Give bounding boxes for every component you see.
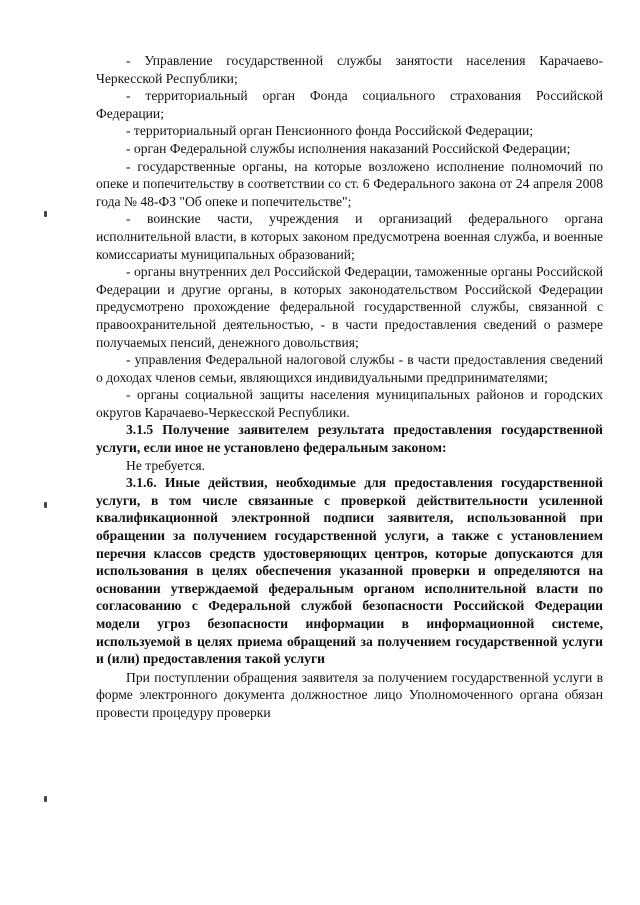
list-item: - органы социальной защиты населения муниципальных районов и городских округов Карачаево-Черкесской Республики. — [96, 387, 603, 420]
margin-mark — [44, 502, 47, 508]
list-item: - Управление государственной службы занятости населения Карачаево-Черкесской Республики; — [96, 53, 603, 86]
margin-mark — [44, 211, 47, 217]
list-item: - территориальный орган Пенсионного фонда Российской Федерации; — [126, 123, 534, 139]
list-item: - управления Федеральной налоговой службы - в части предоставления сведений о доходах членов семьи, являющихся индивидуальными предпринимателями; — [96, 352, 603, 385]
list-item: - орган Федеральной службы исполнения наказаний Российской Федерации; — [126, 140, 571, 156]
section-heading: 3.1.6. Иные действия, необходимые для предоставления государственной услуги, в том числе связанные с проверкой действительности усиленной квалификационной электронной подписи заявителя, использованной при обращении за получением государственной услуги, а также с установлением перечня классов средств удостоверяющих центров, которые допускаются для использования в целях обеспечения указанной проверки и определяются на основании утверждаемой федеральным органом исполнительной власти по согласованию с Федеральной службой безопасности Российской Федерации модели угроз безопасности информации в информационной системе, используемой в целях приема обращений за получением государственной услуги и (или) предоставления такой услуги — [96, 475, 603, 667]
list-item: - государственные органы, на которые возложено исполнение полномочий по опеке и попечительству в соответствии со ст. 6 Федерального закона от 24 апреля 2008 года № 48-ФЗ "Об опеке и попечительстве"; — [96, 158, 603, 209]
section-body: При поступлении обращения заявителя за получением государственной услуги в форме электронного документа должностное лицо Уполномоченного органа обязан провести процедуру проверки — [96, 669, 603, 720]
list-item: - воинские части, учреждения и организаций федерального органа исполнительной власти, в которых законом предусмотрена военная служба, и военные комиссариаты муниципальных образований; — [96, 211, 603, 262]
document-body — [96, 52, 603, 722]
margin-mark — [44, 796, 47, 802]
section-body: Не требуется. — [126, 457, 206, 473]
list-item: - органы внутренних дел Российской Федерации, таможенные органы Российской Федерации и другие органы, в которых законодательством Российской Федерации предусмотрено прохождение федеральной государственной службы, связанной с правоохранительной деятельностью, - в части предоставления сведений о размере получаемых пенсий, денежного довольствия; — [96, 264, 603, 350]
section-heading: 3.1.5 Получение заявителем результата предоставления государственной услуги, если иное не установлено федеральным законом: — [96, 422, 603, 456]
list-item: - территориальный орган Фонда социального страхования Российской Федерации; — [96, 88, 603, 121]
